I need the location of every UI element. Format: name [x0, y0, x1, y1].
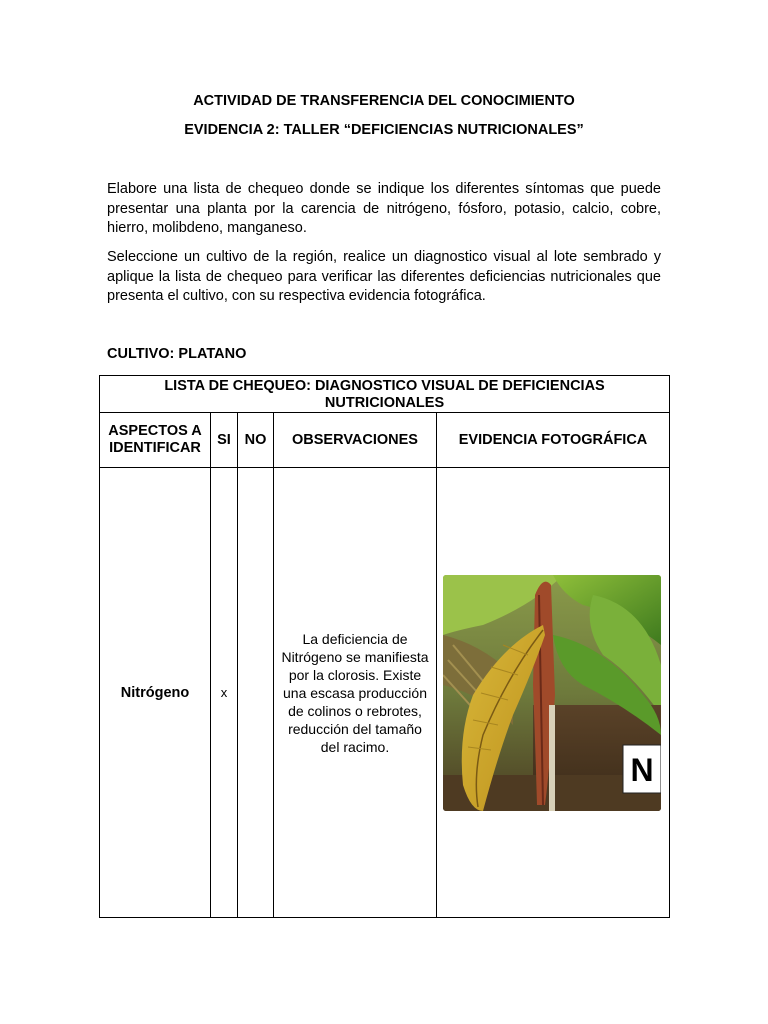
instruction-paragraph-1: Elabore una lista de chequeo donde se indique los diferentes síntomas que puede presentar una planta por la carencia de nitrógeno, fósforo, potasio, calcio, cobre, hierro, molibdeno, manganeso.	[107, 181, 661, 236]
photo-label-text: N	[630, 751, 654, 788]
header-observations: OBSERVACIONES	[274, 413, 437, 468]
header-no: NO	[238, 413, 274, 468]
banana-plant-photo	[443, 575, 661, 811]
document-subtitle: EVIDENCIA 2: TALLER “DEFICIENCIAS NUTRICIONALES”	[184, 122, 584, 138]
table-title: LISTA DE CHEQUEO: DIAGNOSTICO VISUAL DE DEFICIENCIAS NUTRICIONALES	[100, 376, 670, 413]
document-title: ACTIVIDAD DE TRANSFERENCIA DEL CONOCIMIENTO	[193, 93, 575, 109]
row-yes-mark: x	[211, 468, 238, 918]
header-yes: SI	[211, 413, 238, 468]
row-observations: La deficiencia de Nitrógeno se manifiesta por la clorosis. Existe una escasa producción de colinos o rebrotes, reducción del tamaño del racimo.	[274, 468, 437, 918]
table-row	[100, 468, 670, 918]
header-aspect: ASPECTOS A IDENTIFICAR	[100, 413, 211, 468]
header-evidence: EVIDENCIA FOTOGRÁFICA	[437, 413, 670, 468]
crop-label: CULTIVO: PLATANO	[107, 346, 247, 362]
checklist-table	[99, 375, 670, 918]
instruction-paragraph-2: Seleccione un cultivo de la región, realice un diagnostico visual al lote sembrado y aplique la lista de chequeo para verificar las diferentes deficiencias nutricionales que presenta el cultivo, con su respectiva evidencia fotográfica.	[107, 249, 661, 304]
row-no-mark	[238, 468, 274, 918]
row-aspect: Nitrógeno	[100, 468, 211, 918]
row-evidence-cell	[437, 468, 670, 918]
